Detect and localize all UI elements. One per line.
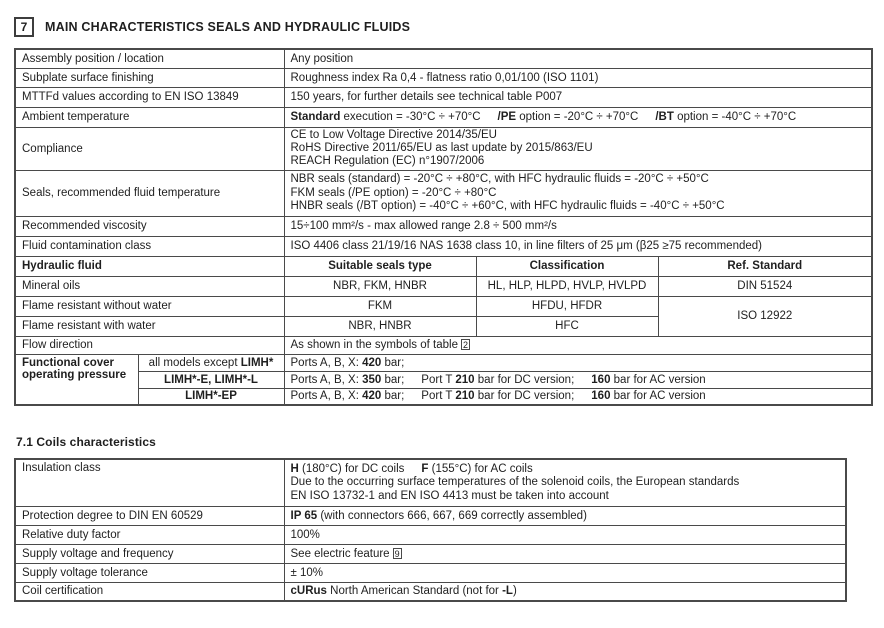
row-certification-label: Coil certification: [15, 582, 284, 601]
row-seals-value: [284, 170, 872, 216]
table-row: [15, 68, 872, 87]
row-mttfd-label: MTTFd values according to EN ISO 13849: [15, 87, 284, 107]
row-tolerance-value: ± 10%: [284, 563, 846, 582]
row-flow-value: As shown in the symbols of table 2: [284, 336, 872, 354]
pressure-row-3: [15, 388, 872, 405]
fluid-header-seals: Suitable seals type: [284, 256, 476, 276]
fluid-header-classification: Classification: [476, 256, 658, 276]
pressure-row-1: [15, 354, 872, 371]
pressure-value-1: Ports A, B, X: 420 bar;: [284, 354, 872, 371]
row-tolerance-label: Supply voltage tolerance: [15, 563, 284, 582]
section-number-box: 7: [14, 17, 34, 37]
row-protection-label: Protection degree to DIN EN 60529: [15, 506, 284, 525]
compliance-line-1: CE to Low Voltage Directive 2014/35/EU: [290, 128, 497, 141]
fluid-flame-water-label: Flame resistant with water: [15, 316, 284, 336]
fluid-flame-no-water-classification: HFDU, HFDR: [476, 296, 658, 316]
compliance-line-2: RoHS Directive 2011/65/EU as last update by 2015/863/EU: [290, 141, 593, 154]
table-row: [15, 87, 872, 107]
seals-line-3: HNBR seals (/BT option) = -40°C ÷ +60°C, with HFC hydraulic fluids = -40°C ÷ +50°C: [290, 199, 725, 212]
pressure-model-1: all models except LIMH*: [138, 354, 284, 371]
row-contamination-value: ISO 4406 class 21/19/16 NAS 1638 class 10, in line filters of 25 μm (β25 ≥75 recommended): [284, 236, 872, 256]
pressure-value-2: Ports A, B, X: 350 bar; Port T 210 bar for DC version; 160 bar for AC version: [284, 371, 872, 388]
fluid-row-flame-no-water: [15, 296, 872, 316]
row-contamination-label: Fluid contamination class: [15, 236, 284, 256]
fluid-mineral-label: Mineral oils: [15, 276, 284, 296]
pressure-model-2: LIMH*-E, LIMH*-L: [138, 371, 284, 388]
row-duty-value: 100%: [284, 525, 846, 544]
fluid-mineral-seals: NBR, FKM, HNBR: [284, 276, 476, 296]
table-row: [15, 459, 846, 506]
insulation-line-3: EN ISO 13732-1 and EN ISO 4413 must be taken into account: [290, 489, 609, 502]
fluid-header-fluid: Hydraulic fluid: [15, 256, 284, 276]
fluid-header-standard: Ref. Standard: [658, 256, 872, 276]
pressure-row-2: [15, 371, 872, 388]
row-duty-label: Relative duty factor: [15, 525, 284, 544]
table-row: [15, 127, 872, 170]
insulation-line-1: H (180°C) for DC coils F (155°C) for AC coils: [290, 462, 533, 475]
insulation-line-2: Due to the occurring surface temperatures of the solenoid coils, the European standards: [290, 476, 740, 489]
main-characteristics-table: [14, 48, 873, 406]
row-subplate-value: Roughness index Ra 0,4 - flatness ratio 0,01/100 (ISO 1101): [284, 68, 872, 87]
row-certification-value: cURus North American Standard (not for -L): [284, 582, 846, 601]
section-header: [14, 17, 872, 37]
row-mttfd-value: 150 years, for further details see technical table P007: [284, 87, 872, 107]
row-seals-label: Seals, recommended fluid temperature: [15, 170, 284, 216]
fluid-flame-no-water-label: Flame resistant without water: [15, 296, 284, 316]
table-row: [15, 525, 846, 544]
row-viscosity-value: 15÷100 mm²/s - max allowed range 2.8 ÷ 500 mm²/s: [284, 216, 872, 236]
row-protection-value: IP 65 (with connectors 666, 667, 669 correctly assembled): [284, 506, 846, 525]
row-flow-label: Flow direction: [15, 336, 284, 354]
row-compliance-value: [284, 127, 872, 170]
pressure-model-3: LIMH*-EP: [138, 388, 284, 405]
row-ambient-value: Standard execution = -30°C ÷ +70°C /PE option = -20°C ÷ +70°C /BT option = -40°C ÷ +70°C: [284, 107, 872, 127]
pressure-value-3: Ports A, B, X: 420 bar; Port T 210 bar for DC version; 160 bar for AC version: [284, 388, 872, 405]
pressure-label: Functional cover operating pressure: [15, 354, 138, 405]
subsection-title: 7.1 Coils characteristics: [16, 435, 156, 450]
table-row: [15, 582, 846, 601]
fluid-flame-no-water-seals: FKM: [284, 296, 476, 316]
coils-characteristics-table: [14, 458, 847, 602]
table-row: [15, 170, 872, 216]
row-ambient-label: Ambient temperature: [15, 107, 284, 127]
fluid-mineral-standard: DIN 51524: [658, 276, 872, 296]
fluid-row-mineral: [15, 276, 872, 296]
table-row: [15, 506, 846, 525]
row-assembly-value: Any position: [284, 49, 872, 68]
fluid-mineral-classification: HL, HLP, HLPD, HVLP, HVLPD: [476, 276, 658, 296]
fluid-flame-water-classification: HFC: [476, 316, 658, 336]
row-insulation-value: [284, 459, 846, 506]
section-title: MAIN CHARACTERISTICS SEALS AND HYDRAULIC FLUIDS: [45, 20, 411, 34]
fluid-flame-water-seals: NBR, HNBR: [284, 316, 476, 336]
table-row: [15, 544, 846, 563]
row-compliance-label: Compliance: [15, 127, 284, 170]
fluid-flame-standard: ISO 12922: [658, 296, 872, 336]
row-supply-freq-label: Supply voltage and frequency: [15, 544, 284, 563]
row-assembly-label: Assembly position / location: [15, 49, 284, 68]
seals-line-1: NBR seals (standard) = -20°C ÷ +80°C, with HFC hydraulic fluids = -20°C ÷ +50°C: [290, 173, 709, 186]
table-row: [15, 216, 872, 236]
seals-line-2: FKM seals (/PE option) = -20°C ÷ +80°C: [290, 186, 497, 199]
fluid-table-header-row: [15, 256, 872, 276]
table-row: [15, 336, 872, 354]
table-row: [15, 563, 846, 582]
compliance-line-3: REACH Regulation (EC) n°1907/2006: [290, 155, 485, 168]
row-viscosity-label: Recommended viscosity: [15, 216, 284, 236]
row-subplate-label: Subplate surface finishing: [15, 68, 284, 87]
table-row: [15, 107, 872, 127]
table-row: [15, 49, 872, 68]
row-insulation-label: Insulation class: [15, 459, 284, 506]
table-row: [15, 236, 872, 256]
row-supply-freq-value: See electric feature 9: [284, 544, 846, 563]
